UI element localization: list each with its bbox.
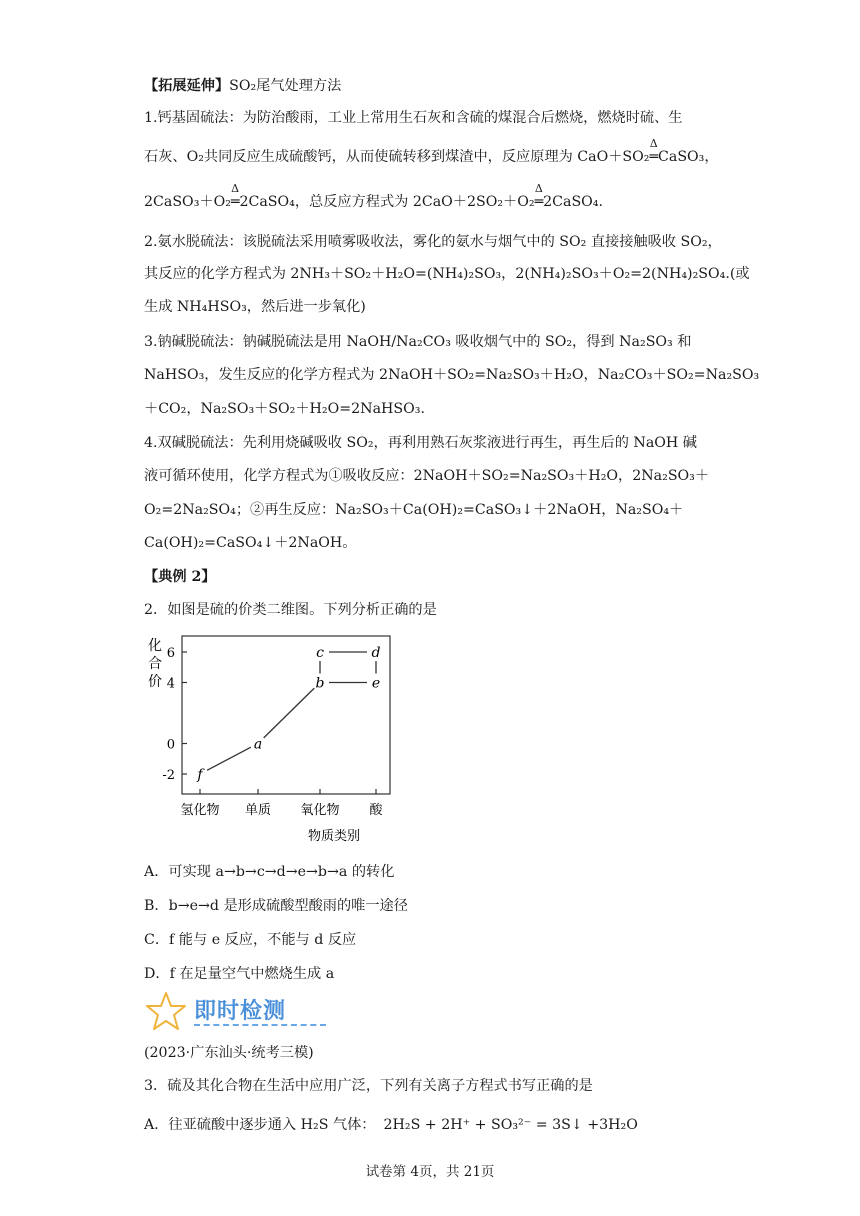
extension-heading xyxy=(144,76,724,96)
point-label-d: d xyxy=(371,645,381,661)
option-c: C．f 能与 e 反应，不能与 d 反应 xyxy=(144,932,357,948)
ytick-label: 4 xyxy=(166,676,175,692)
xtick-label: 氧化物 xyxy=(300,803,340,818)
ytick-label: -2 xyxy=(162,768,175,783)
option-d: D．f 在足量空气中燃烧生成 a xyxy=(144,966,335,982)
ylabel-char-3: 价 xyxy=(148,674,162,690)
method1-line2-product: CaSO₃， xyxy=(658,149,719,165)
point-label-b: b xyxy=(315,675,325,692)
connector-line xyxy=(264,688,315,738)
example-heading: 【典例 2】 xyxy=(144,569,216,585)
xlabel: 物质类别 xyxy=(307,829,361,844)
star-outline-icon xyxy=(144,990,188,1032)
instant-check-banner xyxy=(144,990,344,1034)
ylabel-char-2: 合 xyxy=(148,656,162,672)
practice-question: 3．硫及其化合物在生活中应用广泛，下列有关离子方程式书写正确的是 xyxy=(144,1078,593,1094)
page-footer: 试卷第 4页，共 21页 xyxy=(365,1164,495,1180)
practice-source: (2023·广东汕头·统考三模) xyxy=(144,1045,314,1061)
option-b: B．b→e→d 是形成硫酸型酸雨的唯一途径 xyxy=(144,898,408,914)
point-label-e: e xyxy=(371,675,381,692)
ylabel-char-1: 化 xyxy=(148,638,162,654)
xtick-label: 氢化物 xyxy=(180,803,220,818)
practice-option-a xyxy=(144,1115,724,1135)
method3-line1: 3.钠碱脱硫法：钠碱脱硫法是用 NaOH/Na₂CO₃ 吸收烟气中的 SO₂，得到 Na₂SO₃ 和 xyxy=(144,334,692,350)
method1-line2-text: 石灰、O₂共同反应生成硫酸钙，从而使硫转移到煤渣中，反应原理为 CaO＋SO₂ xyxy=(144,149,650,165)
method1-line3-reactants: 2CaSO₃＋O₂ xyxy=(144,194,231,210)
point-label-f: f xyxy=(197,767,203,783)
method1-line2 xyxy=(144,147,724,167)
method1-line3-middle: 2CaSO₄，总反应方程式为 2CaO＋2SO₂＋O₂ xyxy=(239,194,535,210)
plot-frame xyxy=(182,636,390,794)
example-question: 2．如图是硫的价类二维图。下列分析正确的是 xyxy=(144,602,437,618)
connector-line xyxy=(207,747,251,770)
practice-option-a-equation: 2H₂S + 2H⁺ + SO₃²⁻ = 3S↓ +3H₂O xyxy=(383,1117,638,1133)
valence-category-chart xyxy=(144,632,404,847)
ytick-label: 0 xyxy=(166,737,175,753)
method2-line1: 2.氨水脱硫法：该脱硫法采用喷雾吸收法，雾化的氨水与烟气中的 SO₂ 直接接触吸收 SO₂， xyxy=(144,234,722,250)
method1-line3 xyxy=(144,192,724,212)
banner-title: 即时检测 xyxy=(194,999,287,1024)
method4-line3: O₂=2Na₂SO₄；②再生反应：Na₂SO₃＋Ca(OH)₂=CaSO₃↓＋2NaOH，Na₂SO₄＋ xyxy=(144,502,684,518)
extension-heading-bracket: 【拓展延伸】 xyxy=(144,78,230,94)
method4-line4: Ca(OH)₂=CaSO₄↓＋2NaOH。 xyxy=(144,535,357,551)
method3-line2: NaHSO₃，发生反应的化学方程式为 2NaOH＋SO₂=Na₂SO₃＋H₂O，Na₂CO₃＋SO₂=Na₂SO₃ xyxy=(144,367,760,383)
xtick-label: 单质 xyxy=(244,803,272,818)
xtick-label: 酸 xyxy=(369,803,383,818)
method4-line1: 4.双碱脱硫法：先利用烧碱吸收 SO₂，再利用熟石灰浆液进行再生，再生后的 NaOH 碱 xyxy=(144,435,697,451)
heat-equals-sign: Δ ═ xyxy=(649,147,658,167)
method1-line1: 1.钙基固硫法：为防治酸雨，工业上常用生石灰和含硫的煤混合后燃烧，燃烧时硫、生 xyxy=(144,110,683,126)
method1-line3-product: 2CaSO₄. xyxy=(543,194,603,210)
ytick-label: 6 xyxy=(166,646,175,661)
banner-underline xyxy=(194,1024,326,1026)
extension-heading-text: SO₂尾气处理方法 xyxy=(229,78,342,94)
method3-line3: ＋CO₂，Na₂SO₃＋SO₂＋H₂O=2NaHSO₃. xyxy=(144,401,425,417)
heat-equals-sign: Δ ═ xyxy=(535,192,544,212)
method2-line3: 生成 NH₄HSO₃，然后进一步氧化) xyxy=(144,299,366,315)
heat-equals-sign: Δ ═ xyxy=(231,192,240,212)
point-label-a: a xyxy=(253,736,263,753)
method4-line2: 液可循环使用，化学方程式为①吸收反应：2NaOH＋SO₂=Na₂SO₃＋H₂O，2Na₂SO₃＋ xyxy=(144,468,710,484)
practice-option-a-label: A．往亚硫酸中逐步通入 H₂S 气体： xyxy=(144,1117,376,1133)
point-label-c: c xyxy=(316,645,324,661)
method2-line2: 其反应的化学方程式为 2NH₃＋SO₂＋H₂O=(NH₄)₂SO₃，2(NH₄)₂SO₃＋O₂=2(NH₄)₂SO₄.(或 xyxy=(144,266,750,282)
option-a: A．可实现 a→b→c→d→e→b→a 的转化 xyxy=(144,864,395,880)
